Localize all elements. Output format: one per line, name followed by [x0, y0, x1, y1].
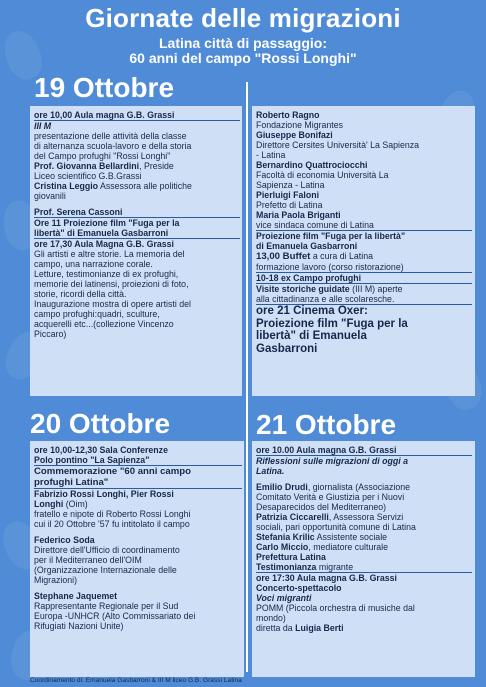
speaker-name: Pierluigi Faloni — [256, 190, 320, 200]
visit-line — [256, 284, 472, 294]
speaker-line — [34, 499, 242, 509]
director-label: diretta da — [256, 623, 296, 633]
speaker-role: migrante — [316, 562, 354, 572]
text-line: del Campo profughi "Rossi Longhi" — [34, 151, 171, 161]
event-title: Concerto-spettacolo — [256, 583, 342, 593]
page-title: Giornate delle migrazioni — [85, 3, 401, 33]
text-line: Desaparecidos del Mediterraneo) — [256, 502, 387, 512]
director-line — [256, 623, 472, 633]
text-line: Migrazioni) — [34, 575, 78, 585]
director-name: Luigia Berti — [295, 623, 344, 633]
visit-title: Visite storiche guidate — [256, 284, 350, 294]
speaker-name: Prefettura Latina — [256, 552, 326, 562]
event-venue: Polo pontino "La Sapienza" — [34, 455, 150, 465]
text-line: acquerelli etc...(collezione Vincenzo — [34, 319, 174, 329]
speaker-name: Cristina Leggio — [34, 181, 99, 191]
speaker-role: , giornalista (Associazione — [307, 482, 411, 492]
text-line: di alternanza scuola-lavoro e della storia — [34, 141, 192, 151]
speaker-line — [256, 542, 472, 552]
speaker-name: Carlo Miccio — [256, 542, 309, 552]
text-line: Rappresentante Regionale per il Sud — [34, 601, 179, 611]
event-time: ore 17,30 Aula Magna G.B. Grassi — [34, 239, 174, 249]
text-line: sociali, pari opportunità comune di Latina — [256, 522, 416, 532]
speaker-name: Stephane Jaquemet — [34, 591, 118, 601]
class-name: III M — [34, 121, 52, 131]
program-20 — [34, 445, 242, 631]
speaker-name: Stefania Krilic — [256, 532, 315, 542]
speaker-name: Bernardino Quattrociocchi — [256, 160, 368, 170]
speaker-role: - Latina — [256, 150, 286, 160]
speaker-role: , mediatore culturale — [308, 542, 389, 552]
speaker-name: Prof. Giovanna Bellardini — [34, 161, 140, 171]
text-line: cui il 20 Ottobre '57 fu intitolato il campo — [34, 519, 190, 529]
text-line: Rifugiati Nazioni Unite) — [34, 621, 124, 631]
date-20-october: 20 Ottobre — [30, 408, 171, 439]
speaker-name: Prof. Serena Cassoni — [34, 207, 123, 217]
speaker-role: Direttore Cersites Università' La Sapienza — [256, 140, 420, 150]
event-time: ore 10,00-12,30 Sala Conferenze — [34, 445, 168, 455]
date-21-october: 21 Ottobre — [256, 409, 397, 440]
date-19-october: 19 Ottobre — [34, 72, 175, 103]
text-line: Letture, testimonianze di ex profughi, — [34, 269, 179, 279]
speaker-role: (Oim) — [63, 499, 88, 509]
text-line: campo profughi:quadri, sculture, — [34, 309, 160, 319]
speaker-role: Fondazione Migrantes — [256, 120, 344, 130]
speaker-line — [256, 532, 472, 542]
text-line: fratello e nipote di Roberto Rossi Longhi — [34, 509, 191, 519]
event-title: Proiezione film "Fuga per la libertà" — [256, 231, 406, 241]
event-time: ore 17:30 Aula magna G.B. Grassi — [256, 573, 397, 583]
text-line: Liceo scientifico G.B.Grassi — [34, 171, 142, 181]
program-19-left — [34, 110, 240, 339]
speaker-name: Federico Soda — [34, 535, 95, 545]
event-time: Ore 11 Proiezione film "Fuga per la — [34, 218, 180, 228]
buffet-line — [256, 251, 472, 262]
visit-info: (III M) aperte — [349, 284, 403, 294]
text-line: storie, ricordi della città. — [34, 289, 127, 299]
speaker-line — [256, 562, 472, 572]
text-line: Gli artisti e altre storie. La memoria del — [34, 249, 185, 259]
speaker-name: Maria Paola Briganti — [256, 210, 341, 220]
text-line: formazione lavoro (corso ristorazione) — [256, 262, 404, 272]
event-title: di Emanuela Gasbarroni — [256, 241, 358, 251]
event-title: Commemorazione "60 anni campo — [34, 466, 192, 477]
subtitle-line1: Latina città di passaggio: — [158, 35, 328, 51]
footer-credits: Coordinamento di: Emanuela Gasbarroni & III M liceo G.B. Grassi Latina — [30, 677, 242, 684]
speaker-role: Prefetto di Latina — [256, 200, 323, 210]
text-line: Piccaro) — [34, 329, 67, 339]
speaker-name: Giuseppe Bonifazi — [256, 130, 333, 140]
program-19-right — [256, 110, 472, 355]
speaker-name: Roberto Ragno — [256, 110, 320, 120]
text-line: giovanili — [34, 191, 66, 201]
event-time: ore 21 Cinema Oxer: — [256, 305, 368, 317]
speaker-line — [256, 512, 472, 522]
event-title: libertà" di Emanuela — [256, 330, 367, 342]
text-line: Comitato Verità e Giustizia per i Nuovi — [256, 492, 405, 502]
event-title: profughi Latina" — [34, 477, 109, 488]
speaker-role: , Assessora Servizi — [328, 512, 404, 522]
text-line: mondo) — [256, 613, 286, 623]
speaker-name: Testimonianza — [256, 562, 317, 572]
event-title: Proiezione film "Fuga per la — [256, 317, 408, 330]
speaker-name: Patrizia Ciccarelli — [256, 512, 329, 522]
event-title: Gasbarroni — [256, 342, 318, 355]
event-time: ore 10,00 Aula magna G.B. Grassi — [34, 110, 175, 120]
speaker-role: Assistente sociale — [314, 532, 388, 542]
speaker-role: Sapienza - Latina — [256, 180, 325, 190]
speaker-line — [256, 482, 472, 492]
speaker-role: Assessora alle politiche — [98, 181, 192, 191]
subtitle-line2: 60 anni del campo "Rossi Longhi" — [129, 50, 357, 66]
event-title: libertà" di Emanuela Gasbarroni — [34, 228, 169, 238]
speaker-role: vice sindaca comune di Latina — [256, 220, 374, 230]
text-line: memorie dei latinensi, proiezioni di foto, — [34, 279, 189, 289]
speaker-line — [34, 161, 240, 171]
text-line: Europa -UNHCR (Alto Commissariato dei — [34, 611, 196, 621]
text-line: POMM (Piccola orchestra di musiche dal — [256, 603, 415, 613]
buffet-info: a cura di Latina — [310, 251, 373, 261]
column-divider — [246, 82, 248, 672]
text-line: presentazione delle attività della classe — [34, 131, 187, 141]
speaker-role: Facoltà di economia Università La — [256, 170, 389, 180]
text-line: (Organizzazione Internazionale delle — [34, 565, 177, 575]
speaker-name: Emilio Drudi — [256, 482, 308, 492]
speaker-role: , Preside — [139, 161, 174, 171]
buffet-time: 13,00 Buffet — [256, 251, 311, 262]
program-21 — [256, 445, 472, 633]
text-line: Inaugurazione mostra di opere artisti del — [34, 299, 191, 309]
event-time: ore 10.00 Aula magna G.B. Grassi — [256, 445, 397, 455]
event-time: 10-18 ex Campo profughi — [256, 273, 362, 283]
speaker-name: Fabrizio Rossi Longhi, Pier Rossi — [34, 489, 174, 499]
event-title: Latina. — [256, 466, 285, 476]
text-line: per il Mediterraneo dell'OIM — [34, 555, 142, 565]
speaker-name: Longhi — [34, 499, 64, 509]
text-line: Direttore dell'Ufficio di coordinamento — [34, 545, 180, 555]
speaker-line — [34, 181, 240, 191]
event-title: Voci migranti — [256, 593, 312, 603]
text-line: campo, una narrazione corale. — [34, 259, 153, 269]
text-line: alla cittadinanza e alle scolaresche. — [256, 294, 395, 304]
event-title: Riflessioni sulle migrazioni di oggi a — [256, 456, 409, 466]
